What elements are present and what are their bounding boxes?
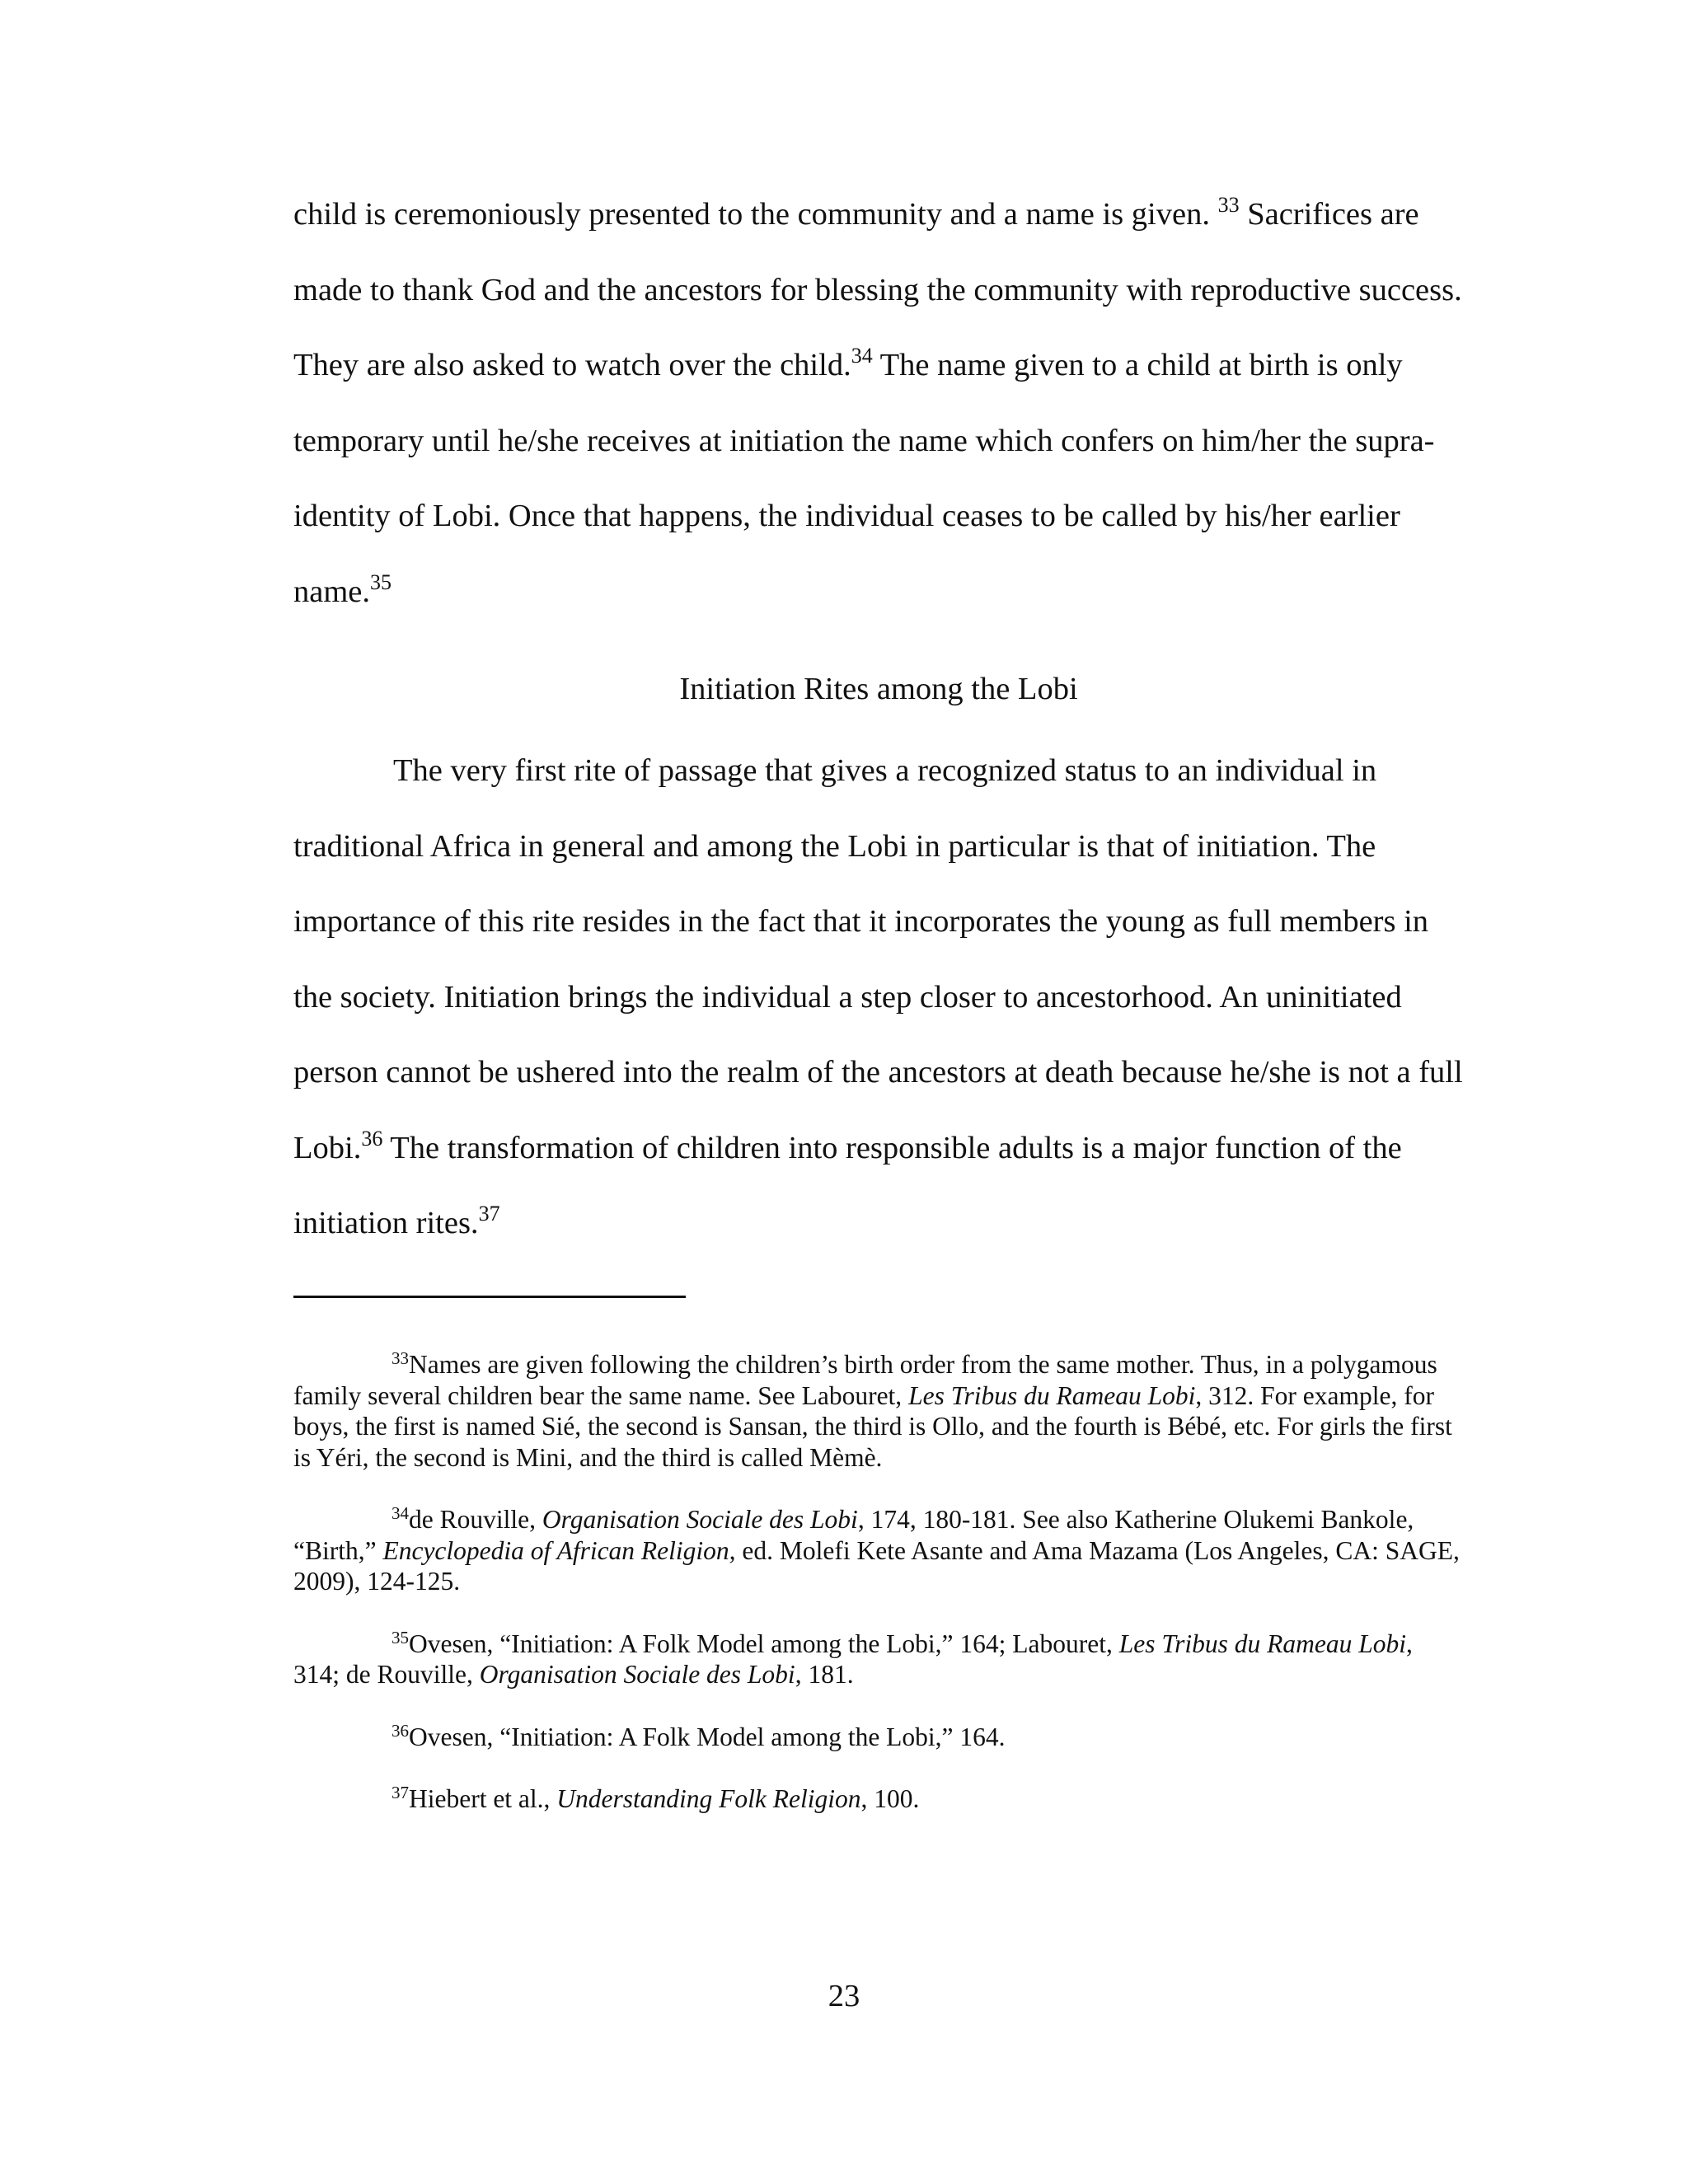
footnote-number: 34: [392, 1503, 409, 1523]
footnote-ref-33[interactable]: 33: [1217, 193, 1240, 217]
footnote-text: , 181.: [795, 1660, 854, 1689]
body-paragraph-2: [293, 733, 1464, 1262]
footnote-title: Organisation Sociale des Lobi: [479, 1660, 795, 1689]
footnote-text: , 100.: [860, 1784, 920, 1813]
footnote-title: Les Tribus du Rameau Lobi: [908, 1380, 1196, 1410]
footnote-ref-36[interactable]: 36: [361, 1126, 383, 1151]
footnote-text: Ovesen, “Initiation: A Folk Model among the Lobi,” 164.: [409, 1722, 1006, 1751]
footnote-title: Encyclopedia of African Religion,: [382, 1535, 736, 1565]
section-heading: Initiation Rites among the Lobi: [679, 672, 1078, 706]
footnote-text: , 314; de Rouville,: [293, 1629, 1413, 1689]
text-run: Sacrifices are made to thank God and the ancestors for blessing the community with reproductive success. They are also asked to watch over the child.: [293, 197, 1462, 382]
footnotes: [293, 1349, 1464, 1846]
paragraph-text: [293, 733, 1464, 1262]
footnote-text: de Rouville,: [409, 1505, 542, 1534]
page-number: 23: [828, 1979, 860, 2013]
text-run: The name given to a child at birth is only temporary until he/she receives at initiation the name which confers on him/her the supra-identity of Lobi. Once that happens, the individual ceases to be called by his/her earlier name.: [293, 348, 1435, 609]
footnote-35: [293, 1629, 1464, 1690]
footnote-number: 33: [392, 1348, 409, 1368]
footnote-ref-35[interactable]: 35: [370, 569, 392, 594]
footnote-text: , 174, 180-181. See also Katherine Olukemi Bankole, “Birth,”: [293, 1505, 1414, 1565]
footnote-34: [293, 1504, 1464, 1597]
footnote-text: , 312. For example, for boys, the first is named Sié, the second is Sansan, the third is Ollo, and the fourth is Bébé, etc. For girls the first is Yéri, the second is Mini, and the third is called Mèmè.: [293, 1380, 1452, 1472]
footnote-37: [293, 1783, 1464, 1815]
footnote-ref-34[interactable]: 34: [851, 344, 873, 368]
footnote-text: ed. Molefi Kete Asante and Ama Mazama (Los Angeles, CA: SAGE, 2009), 124-125.: [293, 1535, 1460, 1596]
footnote-title: Understanding Folk Religion: [556, 1784, 861, 1813]
footnote-36: [293, 1722, 1464, 1753]
text-run: The transformation of children into responsible adults is a major function of the initiation rites.: [293, 1130, 1402, 1240]
paragraph-text: [293, 177, 1464, 630]
footnote-text: Hiebert et al.,: [409, 1784, 557, 1813]
footnote-number: 37: [392, 1783, 409, 1802]
footnote-title: Organisation Sociale des Lobi: [542, 1505, 858, 1534]
body-paragraph-1: [293, 177, 1464, 630]
footnote-33: [293, 1349, 1464, 1473]
footnote-number: 36: [392, 1720, 409, 1741]
footnote-number: 35: [392, 1627, 409, 1647]
footnote-text: Ovesen, “Initiation: A Folk Model among the Lobi,” 164; Labouret,: [409, 1629, 1119, 1658]
footnote-title: Les Tribus du Rameau Lobi: [1118, 1629, 1407, 1658]
footnote-separator: [293, 1296, 686, 1298]
footnote-ref-37[interactable]: 37: [478, 1202, 500, 1226]
text-run: child is ceremoniously presented to the community and a name is given.: [293, 197, 1218, 232]
text-run: The very first rite of passage that gives a recognized status to an individual in traditional Africa in general and among the Lobi in particular is that of initiation. The importance of this rite resides in the fact that it incorporates the young as full members in the society. Initiation brings the individual a step closer to ancestorhood. An uninitiated person cannot be ushered into the realm of the ancestors at death because he/she is not a full Lobi.: [293, 753, 1463, 1165]
footnote-text: Names are given following the children’s birth order from the same mother. Thus, in a polygamous family several children bear the same name. See Labouret,: [293, 1350, 1437, 1410]
